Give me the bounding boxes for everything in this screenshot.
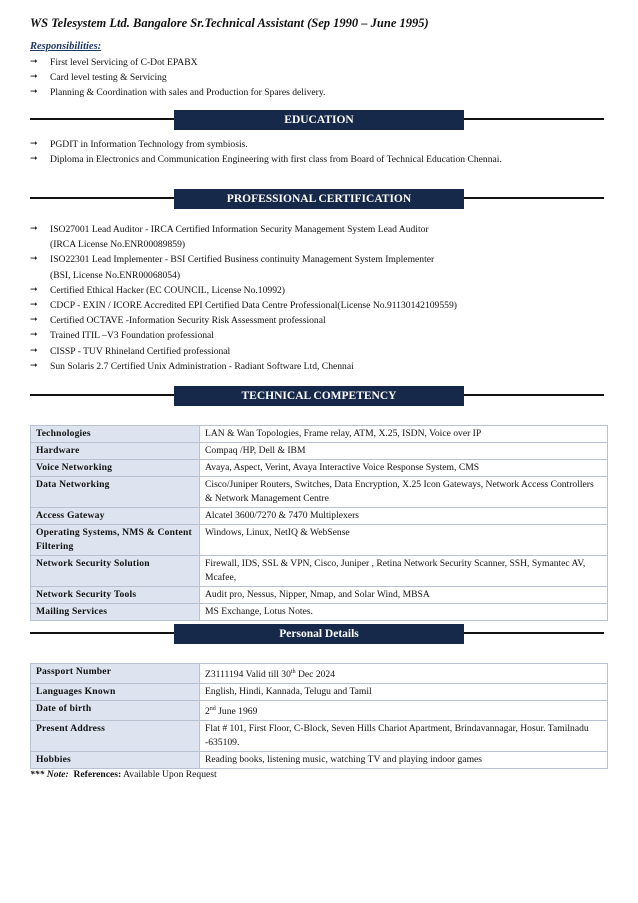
certification-header	[30, 189, 604, 209]
table-row: Network Security Tools Audit pro, Nessus, Nipper, Nmap, and Solar Wind, MBSA	[31, 587, 608, 604]
arrow-icon: ➞	[30, 284, 38, 295]
list-item: ➞ Card level testing & Servicing	[30, 70, 325, 85]
table-row: Languages Known English, Hindi, Kannada, Telugu and Tamil	[31, 684, 608, 701]
table-row: Present Address Flat # 101, First Floor, C-Block, Seven Hills Chariot Apartment, Brindavannagar, Hosur. Tamilnadu -635109.	[31, 721, 608, 752]
table-row: Hobbies Reading books, listening music, watching TV and playing indoor games	[31, 752, 608, 769]
list-item: ➞ ISO27001 Lead Auditor - IRCA Certified Information Security Management System Lead Auditor (IRCA License No.ENR00089859)	[30, 224, 429, 251]
technical-header	[30, 386, 604, 406]
list-item: ➞ First level Servicing of C-Dot EPABX	[30, 55, 325, 70]
responsibilities-list	[30, 55, 325, 101]
arrow-icon: ➞	[30, 57, 38, 67]
arrow-icon: ➞	[30, 154, 38, 165]
table-row: Access Gateway Alcatel 3600/7270 & 7470 Multiplexers	[31, 508, 608, 525]
responsibilities-label: Responsibilities:	[30, 41, 102, 52]
arrow-icon: ➞	[30, 345, 38, 356]
section-title: EDUCATION	[174, 110, 464, 130]
list-item: ➞ Sun Solaris 2.7 Certified Unix Administration - Radiant Software Ltd, Chennai	[30, 359, 457, 374]
list-item: ➞ Certified Ethical Hacker (EC COUNCIL, License No.10992)	[30, 283, 457, 298]
personal-header	[30, 624, 604, 644]
section-title: PROFESSIONAL CERTIFICATION	[174, 189, 464, 209]
education-list	[30, 137, 502, 167]
list-item: ➞ ISO22301 Lead Implementer - BSI Certified Business continuity Management System Implementer (BSI, License No.ENR00068054)	[30, 254, 435, 281]
list-item: ➞ Diploma in Electronics and Communication Engineering with first class from Board of Technical Education Chennai.	[30, 152, 502, 167]
references-note: *** Note: References: Available Upon Request	[30, 769, 217, 780]
education-header	[30, 110, 604, 130]
arrow-icon: ➞	[30, 300, 38, 311]
list-item: ➞ Certified OCTAVE -Information Security Risk Assessment professional	[30, 313, 457, 328]
table-row: Date of birth 2nd June 1969	[31, 701, 608, 721]
certification-list	[30, 222, 457, 374]
table-row: Technologies LAN & Wan Topologies, Frame relay, ATM, X.25, ISDN, Voice over IP	[31, 426, 608, 443]
table-row: Data Networking Cisco/Juniper Routers, Switches, Data Encryption, X.25 Icon Gateways, Network Access Controllers & Network Management Centre	[31, 477, 608, 508]
table-row: Voice Networking Avaya, Aspect, Verint, Avaya Interactive Voice Response System, CMS	[31, 460, 608, 477]
arrow-icon: ➞	[30, 224, 38, 234]
arrow-icon: ➞	[30, 254, 38, 265]
arrow-icon: ➞	[30, 72, 38, 83]
list-item: ➞ CDCP - EXIN / ICORE Accredited EPI Certified Data Centre Professional(License No.91130142109559)	[30, 298, 457, 313]
table-row: Mailing Services MS Exchange, Lotus Notes.	[31, 604, 608, 621]
table-row: Passport Number Z3111194 Valid till 30th Dec 2024	[31, 664, 608, 684]
arrow-icon: ➞	[30, 139, 38, 149]
personal-table	[30, 663, 608, 769]
list-item: ➞ CISSP - TUV Rhineland Certified professional	[30, 344, 457, 359]
table-row: Operating Systems, NMS & Content Filtering Windows, Linux, NetIQ & WebSense	[31, 525, 608, 556]
list-item: ➞ Trained ITIL –V3 Foundation professional	[30, 328, 457, 343]
section-title: Personal Details	[174, 624, 464, 644]
arrow-icon: ➞	[30, 330, 38, 341]
job-title: WS Telesystem Ltd. Bangalore Sr.Technical Assistant (Sep 1990 – June 1995)	[30, 16, 429, 30]
arrow-icon: ➞	[30, 315, 38, 326]
section-title: TECHNICAL COMPETENCY	[174, 386, 464, 406]
table-row: Hardware Compaq /HP, Dell & IBM	[31, 443, 608, 460]
table-row: Network Security Solution Firewall, IDS, SSL & VPN, Cisco, Juniper , Retina Network Security Scanner, SSH, Symantec AV, Mcafee,	[31, 556, 608, 587]
technical-table	[30, 425, 608, 621]
arrow-icon: ➞	[30, 87, 38, 98]
arrow-icon: ➞	[30, 360, 38, 371]
list-item: ➞ PGDIT in Information Technology from symbiosis.	[30, 137, 502, 152]
list-item: ➞ Planning & Coordination with sales and Production for Spares delivery.	[30, 85, 325, 100]
